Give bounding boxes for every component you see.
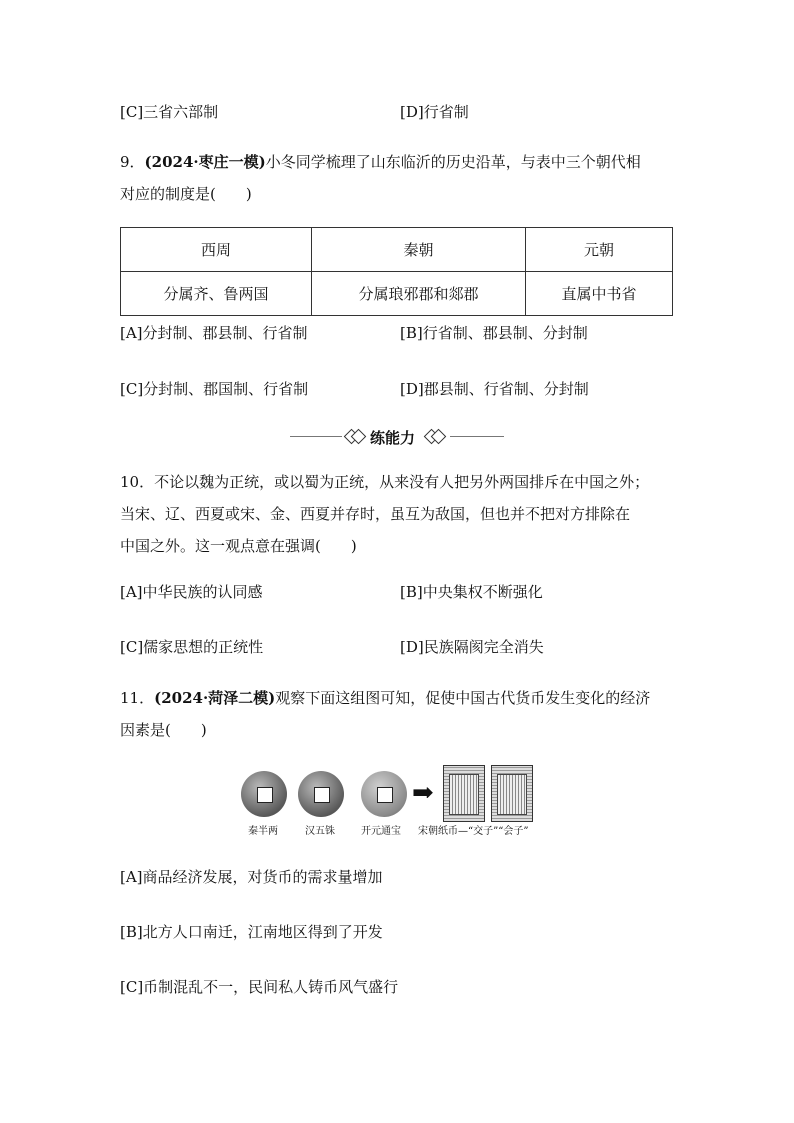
q9-stem [120, 146, 680, 210]
huizi-note-image [491, 765, 533, 822]
q11-source: (2024·菏泽二模) [154, 689, 276, 707]
figure-caption: 汉五铢 [305, 826, 335, 837]
q10-stem [120, 466, 690, 562]
coin-hole [257, 787, 273, 803]
q11-option-b: [B]北方人口南迁，江南地区得到了开发 [120, 923, 383, 941]
q9-stem-text: 小冬同学梳理了山东临沂的历史沿革，与表中三个朝代相 [265, 153, 641, 171]
q10-option-b: [B]中央集权不断强化 [400, 583, 543, 601]
table-header-cell: 西周 [121, 228, 312, 272]
q11-stem-line1 [120, 682, 680, 714]
q10-option-a: [A]中华民族的认同感 [120, 583, 263, 601]
figure-caption: 宋朝纸币—“交子”“会子” [418, 826, 529, 837]
q11-option-c: [C]币制混乱不一，民间私人铸币风气盛行 [120, 978, 399, 996]
q11-stem-text: 观察下面这组图可知，促使中国古代货币发生变化的经济 [275, 689, 651, 707]
q10-stem-line2: 当宋、辽、西夏或宋、金、西夏并存时，虽互为敌国，但也并不把对方排除在 [120, 505, 631, 523]
q10-option-c: [C]儒家思想的正统性 [120, 638, 264, 656]
divider-line-left [290, 436, 342, 437]
figure-caption: 秦半两 [248, 826, 278, 837]
table-cell: 分属琅邪郡和郯郡 [312, 272, 526, 316]
table-header-cell: 秦朝 [312, 228, 526, 272]
q9-option-c: [C]分封制、郡国制、行省制 [120, 380, 309, 398]
q10-stem-line3: 中国之外。这一观点意在强调( ) [120, 537, 357, 555]
q11-number: 11． [120, 689, 155, 707]
q9-option-a: [A]分封制、郡县制、行省制 [120, 324, 308, 342]
q11-option-a: [A]商品经济发展，对货币的需求量增加 [120, 868, 383, 886]
coin-hole [377, 787, 393, 803]
table-cell: 分属齐、鲁两国 [121, 272, 312, 316]
q9-stem-line1 [120, 146, 680, 178]
q8-option-d: [D]行省制 [400, 103, 469, 121]
table-header-row [121, 228, 673, 272]
divider-line-right [450, 436, 504, 437]
q9-stem-line2: 对应的制度是( ) [120, 185, 252, 203]
section-title: 练能力 [370, 429, 416, 447]
q9-option-b: [B]行省制、郡县制、分封制 [400, 324, 588, 342]
q11-stem [120, 682, 680, 746]
jiaozi-note-image [443, 765, 485, 822]
kaiyuan-tongbao-coin-image [361, 771, 407, 817]
coin-hole [314, 787, 330, 803]
q9-option-d: [D]郡县制、行省制、分封制 [400, 380, 589, 398]
table-row [121, 272, 673, 316]
arrow-right-icon: ➡ [412, 778, 434, 808]
han-wuzhu-coin-image [298, 771, 344, 817]
table-header-cell: 元朝 [526, 228, 673, 272]
table-cell: 直属中书省 [526, 272, 673, 316]
q9-table [120, 227, 673, 316]
q10-stem-line1: 10．不论以魏为正统，或以蜀为正统，从来没有人把另外两国排斥在中国之外； [120, 473, 650, 491]
q8-option-c: [C]三省六部制 [120, 103, 219, 121]
section-divider [290, 427, 504, 447]
qin-banliang-coin-image [241, 771, 287, 817]
q10-option-d: [D]民族隔阂完全消失 [400, 638, 544, 656]
figure-caption: 开元通宝 [361, 826, 401, 837]
q9-number: 9． [120, 153, 145, 171]
q9-source: (2024·枣庄一模) [144, 153, 266, 171]
q11-stem-line2: 因素是( ) [120, 721, 207, 739]
